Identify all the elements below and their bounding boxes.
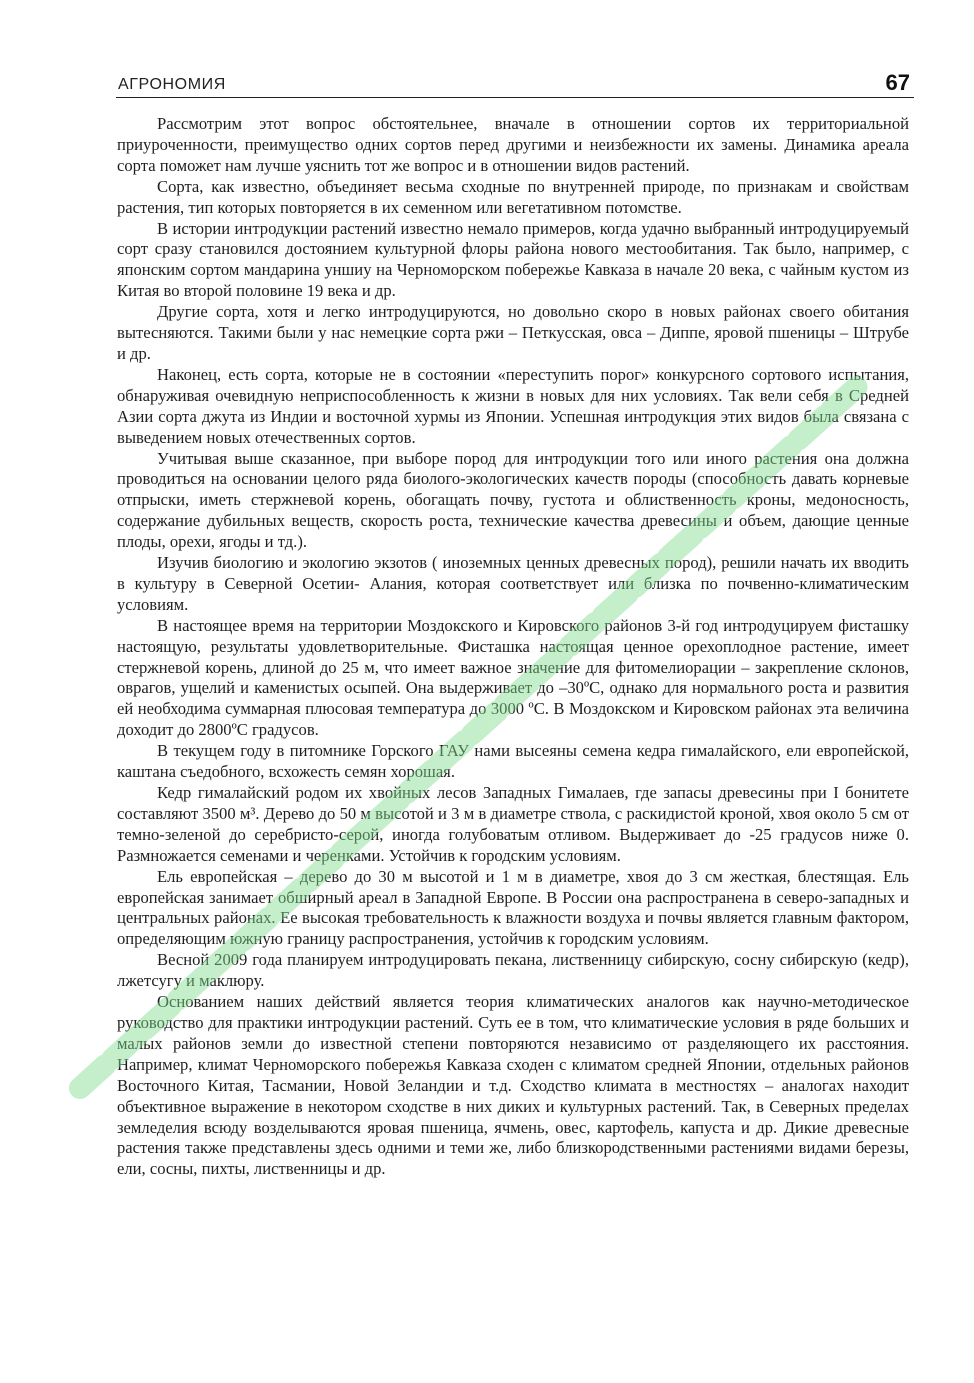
- paragraph: В истории интродукции растений известно немало примеров, когда удачно выбранный интродуцируемый сорт сразу становился достоянием культурной флоры района нового местообитания. Так было, например, с японским сортом мандарина уншиу на Черноморском побережье Кавказа в начале 20 века, с чайным кустом из Китая во второй половине 19 века и др.: [117, 218, 909, 301]
- paragraph: Другие сорта, хотя и легко интродуцируются, но довольно скоро в новых районах своего обитания вытесняются. Такими были у нас немецкие сорта ржи – Петкусская, овса – Диппе, яровой пшеницы – Штрубе и др.: [117, 302, 909, 363]
- page-header: [118, 70, 912, 98]
- paragraph: Наконец, есть сорта, которые не в состоянии «переступить порог» конкурсного сортового испытания, обнаруживая очевидную неприспособленность к жизни в новых для них условиях. Так вели себя в Средней Азии сорта джута из Индии и восточной хурмы из Японии. Успешная интродукция этих видов была связана с выведением новых отечественных сортов.: [117, 364, 909, 447]
- paragraph: Основанием наших действий является теория климатических аналогов как научно-методическое руководство для практики интродукции растений. Суть ее в том, что климатические условия в ряде больших и малых районов земли до известной степени повторяются независимо от разделяющего их расстояния. Например, климат Черноморского побережья Кавказа сходен с климатом средней Японии, отдельных районов Восточного Китая, Тасмании, Новой Зеландии и т.д. Сходство климата в местностях – аналогах находит объективное выражение в некотором сходстве в них диких и культурных растений. Так, в Северных пределах земледелия всюду возделываются яровая пшеница, ячмень, овес, картофель, капуста и др. Дикие древесные растения также представлены здесь одними и теми же, либо близкородственными растениями видами березы, ели, сосны, пихты, лиственницы и др.: [117, 992, 909, 1179]
- page-number: 67: [885, 70, 910, 95]
- body-text: [117, 114, 909, 1180]
- header-rule: [116, 97, 914, 98]
- paragraph: Кедр гималайский родом их хвойных лесов Западных Гималаев, где запасы древесины при I бонитете составляют 3500 м³. Дерево до 50 м высотой и 3 м в диаметре ствола, с раскидистой кроной, хвоя около 5 см от темно-зеленой до серебристо-серой, иногда голубоватым отливом. Выдерживает до -25 градусов ниже 0. Размножается семенами и черенками. Устойчив к городским условиям.: [117, 783, 909, 865]
- paragraph: Ель европейская – дерево до 30 м высотой и 1 м в диаметре, хвоя до 3 см жесткая, блестящая. Ель европейская занимает обширный ареал в Западной Европе. В России она распространена в северо-западных и центральных районах. Ее высокая требовательность к влажности воздуха и почвы является главным фактором, определяющим южную границу распространения, устойчив к городским условиям.: [117, 866, 909, 949]
- paragraph: Рассмотрим этот вопрос обстоятельнее, вначале в отношении сортов их территориальной приуроченности, преимущество одних сортов перед другими и неизбежности их замены. Динамика ареала сорта поможет нам лучше уяснить тот же вопрос и в отношении видов растений.: [117, 114, 909, 175]
- paragraph: Сорта, как известно, объединяет весьма сходные по внутренней природе, по признакам и свойствам растения, тип которых повторяется в их семенном или вегетативном потомстве.: [117, 176, 909, 217]
- running-head: АГРОНОМИЯ: [118, 76, 226, 93]
- paragraph: Весной 2009 года планируем интродуцировать пекана, лиственницу сибирскую, сосну сибирскую (кедр), лжетсугу и маклюру.: [117, 950, 909, 991]
- paragraph: Изучив биологию и экологию экзотов ( иноземных ценных древесных пород), решили начать их вводить в культуру в Северной Осетии- Алания, которая соответствует или близка по почвенно-климатическим условиям.: [117, 553, 909, 614]
- paragraph: Учитывая выше сказанное, при выборе пород для интродукции того или иного растения она должна проводиться на основании целого ряда биолого-экологических качеств породы (способность давать корневые отпрыски, иметь стержневой корень, обогащать почву, густота и облиственность кроны, медоносность, содержание дубильных веществ, скорость роста, технические качества древесины и объем, дающие ценные плоды, орехи, ягоды и тд.).: [117, 448, 909, 552]
- paragraph: В настоящее время на территории Моздокского и Кировского районов 3-й год интродуцируем фисташку настоящую, результаты удовлетворительные. Фисташка настоящая ценное орехоплодное растение, имеет стержневой корень, длиной до 25 м, что имеет важное значение для фитомелиорации – закрепление склонов, оврагов, ущелий и каменистых осыпей. Она выдерживает до –30ºС, однако для нормального роста и развития ей необходима суммарная плюсовая температура до 3000 ºС. В Моздокском и Кировском районах эта величина доходит до 2800ºС градусов.: [117, 615, 909, 740]
- paragraph: В текущем году в питомнике Горского ГАУ нами высеяны семена кедра гималайского, ели европейской, каштана съедобного, всхожесть семян хорошая.: [117, 741, 909, 782]
